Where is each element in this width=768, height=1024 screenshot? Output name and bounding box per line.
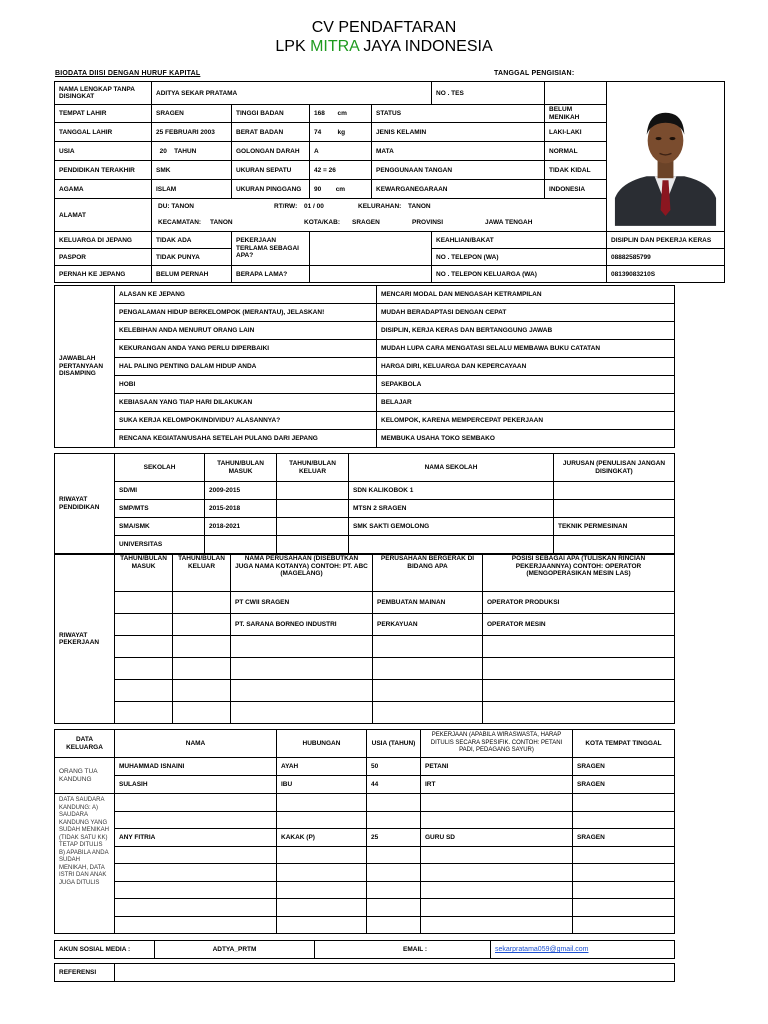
pekerjaan-row — [55, 658, 675, 680]
keluarga-saudara-row — [55, 811, 675, 829]
label-keluarga-jepang: KELUARGA DI JEPANG — [55, 232, 152, 249]
value-berapa-lama — [310, 266, 432, 283]
keluarga-header-cell: KOTA TEMPAT TINGGAL — [573, 730, 675, 758]
keluarga-saudara-cell — [277, 916, 367, 934]
pendidikan-cell: 2018-2021 — [205, 518, 277, 536]
qa-row — [55, 358, 675, 376]
pekerjaan-cell — [115, 702, 173, 724]
pendidikan-cell: 2009-2015 — [205, 482, 277, 500]
pekerjaan-cell — [231, 636, 373, 658]
keluarga-saudara-cell — [367, 811, 421, 829]
pekerjaan-cell — [173, 702, 231, 724]
value-berat: 74 kg — [310, 123, 372, 142]
pekerjaan-header-cell: TAHUN/BULAN MASUK — [115, 555, 173, 592]
keluarga-saudara-row — [55, 846, 675, 864]
qa-question: ALASAN KE JEPANG — [115, 286, 377, 304]
label-kewarganegaraan: KEWARGANEGARAAN — [372, 180, 545, 199]
qa-question: SUKA KERJA KELOMPOK/INDIVIDU? ALASANNYA? — [115, 412, 377, 430]
label-email: EMAIL : — [315, 941, 491, 959]
keluarga-saudara-cell — [277, 899, 367, 917]
qa-answer: DISIPLIN, KERJA KERAS DAN BERTANGGUNG JAWAB — [377, 322, 675, 340]
pendidikan-cell: SMA/SMK — [115, 518, 205, 536]
label-agama: AGAMA — [55, 180, 152, 199]
label-tinggi: TINGGI BADAN — [232, 105, 310, 123]
pendidikan-row — [55, 536, 675, 554]
biodata-table — [54, 81, 725, 283]
pendidikan-cell — [349, 536, 554, 554]
keluarga-saudara-cell — [277, 864, 367, 882]
pekerjaan-cell — [373, 702, 483, 724]
pekerjaan-cell — [231, 658, 373, 680]
keluarga-saudara-cell: GURU SD — [421, 829, 573, 847]
pekerjaan-row — [55, 680, 675, 702]
keluarga-saudara-cell — [115, 899, 277, 917]
keluarga-saudara-row — [55, 881, 675, 899]
keluarga-saudara-row — [55, 829, 675, 847]
keluarga-saudara-cell — [367, 899, 421, 917]
title-line-2: LPK MITRA JAYA INDONESIA — [275, 38, 493, 55]
keluarga-saudara-cell — [573, 916, 675, 934]
value-nama: ADITYA SEKAR PRATAMA — [152, 82, 432, 105]
keluarga-ortu-cell: SRAGEN — [573, 776, 675, 794]
label-akun-sosial-media: AKUN SOSIAL MEDIA : — [55, 941, 155, 959]
qa-answer: MUDAH LUPA CARA MENGATASI SELALU MEMBAWA BUKU CATATAN — [377, 340, 675, 358]
qa-row — [55, 322, 675, 340]
pekerjaan-cell: PT CWII SRAGEN — [231, 592, 373, 614]
pekerjaan-side-label: RIWAYAT PEKERJAAN — [55, 555, 115, 724]
pekerjaan-cell — [115, 592, 173, 614]
label-jenis-kelamin: JENIS KELAMIN — [372, 123, 545, 142]
label-alamat: ALAMAT — [55, 199, 152, 232]
keluarga-saudara-cell — [115, 846, 277, 864]
email-link[interactable]: sekarpratama059@gmail.com — [495, 946, 589, 953]
value-pernah-jepang: BELUM PERNAH — [152, 266, 232, 283]
pekerjaan-header-cell: NAMA PERUSAHAAN (DISEBUTKAN JUGA NAMA KOTANYA) CONTOH: PT. ABC (MAGELANG) — [231, 555, 373, 592]
pendidikan-cell — [554, 500, 675, 518]
keluarga-saudara-cell — [421, 794, 573, 812]
pekerjaan-cell: OPERATOR MESIN — [483, 614, 675, 636]
pekerjaan-cell — [231, 702, 373, 724]
value-keahlian: DISIPLIN DAN PEKERJA KERAS — [607, 232, 725, 249]
qa-row — [55, 376, 675, 394]
pekerjaan-cell — [173, 614, 231, 636]
label-berat: BERAT BADAN — [232, 123, 310, 142]
keluarga-saudara-cell — [277, 846, 367, 864]
value-tempat-lahir: SRAGEN — [152, 105, 232, 123]
qa-answer: SEPAKBOLA — [377, 376, 675, 394]
pendidikan-cell — [554, 482, 675, 500]
qa-question: KEBIASAAN YANG TIAP HARI DILAKUKAN — [115, 394, 377, 412]
pekerjaan-header-row — [55, 555, 675, 592]
qa-answer: HARGA DIRI, KELUARGA DAN KEPERCAYAAN — [377, 358, 675, 376]
keluarga-saudara-cell — [573, 846, 675, 864]
qa-answer: MUDAH BERADAPTASI DENGAN CEPAT — [377, 304, 675, 322]
value-kewarganegaraan: INDONESIA — [545, 180, 607, 199]
keluarga-ortu-label: ORANG TUA KANDUNG — [55, 758, 115, 794]
value-jenis-kelamin: LAKI-LAKI — [545, 123, 607, 142]
pendidikan-row — [55, 482, 675, 500]
pekerjaan-cell: PEMBUATAN MAINAN — [373, 592, 483, 614]
label-pekerjaan-terlama: PEKERJAAN TERLAMA SEBAGAI APA? — [232, 232, 310, 266]
value-akun-sosial-media: ADTYA_PRTM — [155, 941, 315, 959]
keluarga-saudara-cell: SRAGEN — [573, 829, 675, 847]
pekerjaan-cell — [483, 636, 675, 658]
keluarga-ortu-row — [55, 776, 675, 794]
pendidikan-cell — [554, 536, 675, 554]
pekerjaan-cell — [173, 636, 231, 658]
pekerjaan-header-cell: POSISI SEBAGAI APA (TULISKAN RINCIAN PEKERJAANNYA) CONTOH: OPERATOR (MENGOPERASIKAN MESIN LAS) — [483, 555, 675, 592]
qa-row — [55, 412, 675, 430]
value-usia: 20 TAHUN — [152, 142, 232, 161]
pendidikan-row — [55, 500, 675, 518]
pekerjaan-cell — [483, 680, 675, 702]
pendidikan-cell — [205, 536, 277, 554]
pendidikan-row — [55, 518, 675, 536]
pekerjaan-cell — [115, 680, 173, 702]
pendidikan-cell: 2015-2018 — [205, 500, 277, 518]
keluarga-saudara-cell — [277, 881, 367, 899]
pendidikan-header-cell: SEKOLAH — [115, 454, 205, 482]
keluarga-saudara-cell — [277, 794, 367, 812]
keluarga-saudara-cell — [421, 864, 573, 882]
keluarga-saudara-cell — [421, 899, 573, 917]
title-line-1: CV PENDAFTARAN — [311, 19, 457, 36]
label-paspor: PASPOR — [55, 249, 152, 266]
qa-question: PENGALAMAN HIDUP BERKELOMPOK (MERANTAU), JELASKAN! — [115, 304, 377, 322]
qa-question: KELEBIHAN ANDA MENURUT ORANG LAIN — [115, 322, 377, 340]
keluarga-header-row — [55, 730, 675, 758]
pekerjaan-header-cell: PERUSAHAAN BERGERAK DI BIDANG APA — [373, 555, 483, 592]
pendidikan-header-cell: TAHUN/BULAN MASUK — [205, 454, 277, 482]
profile-photo — [607, 87, 724, 226]
value-tanggal-lahir: 25 FEBRUARI 2003 — [152, 123, 232, 142]
pendidikan-table — [54, 453, 675, 554]
value-email[interactable] — [491, 941, 675, 959]
qa-question: HOBI — [115, 376, 377, 394]
keluarga-saudara-cell — [573, 794, 675, 812]
label-pendidikan: PENDIDIKAN TERAKHIR — [55, 161, 152, 180]
keluarga-saudara-cell — [573, 881, 675, 899]
pekerjaan-cell — [173, 680, 231, 702]
qa-row — [55, 286, 675, 304]
pendidikan-cell: SDN KALIKOBOK 1 — [349, 482, 554, 500]
value-telepon: 08882585799 — [607, 249, 725, 266]
value-status: BELUM MENIKAH — [545, 105, 607, 123]
keluarga-saudara-row — [55, 916, 675, 934]
keluarga-ortu-cell: PETANI — [421, 758, 573, 776]
pekerjaan-cell — [373, 636, 483, 658]
keluarga-saudara-label: DATA SAUDARA KANDUNG: A) SAUDARA KANDUNG YANG SUDAH MENIKAH (TIDAK SATU KK) TETAP DITULIS B) APABILA ANDA SUDAH MENIKAH, DATA ISTRI DAN ANAK JUGA DITULIS — [55, 794, 115, 934]
value-paspor: TIDAK PUNYA — [152, 249, 232, 266]
label-tangan: PENGGUNAAN TANGAN — [372, 161, 545, 180]
sosial-media-table — [54, 940, 675, 959]
pendidikan-cell: SMP/MTS — [115, 500, 205, 518]
keluarga-saudara-cell — [277, 811, 367, 829]
pekerjaan-cell — [373, 658, 483, 680]
pendidikan-header-row — [55, 454, 675, 482]
pendidikan-cell — [277, 482, 349, 500]
pekerjaan-row — [55, 614, 675, 636]
qa-answer: MEMBUKA USAHA TOKO SEMBAKO — [377, 430, 675, 448]
qa-question: KEKURANGAN ANDA YANG PERLU DIPERBAIKI — [115, 340, 377, 358]
value-alamat — [152, 199, 607, 232]
keluarga-header-cell: NAMA — [115, 730, 277, 758]
keluarga-ortu-cell: IBU — [277, 776, 367, 794]
keluarga-ortu-row — [55, 758, 675, 776]
title-brand-green: MITRA — [310, 38, 359, 55]
keluarga-saudara-cell: KAKAK (P) — [277, 829, 367, 847]
pekerjaan-cell — [115, 614, 173, 636]
pendidikan-side-label: RIWAYAT PENDIDIKAN — [55, 454, 115, 554]
pendidikan-cell — [277, 500, 349, 518]
keluarga-ortu-cell: IRT — [421, 776, 573, 794]
keluarga-saudara-cell — [115, 794, 277, 812]
pekerjaan-table — [54, 554, 675, 724]
label-pinggang: UKURAN PINGGANG — [232, 180, 310, 199]
alamat-line-1: DU: TANON RT/RW: 01 / 00 KELURAHAN: TANON — [158, 203, 431, 210]
pekerjaan-header-cell: TAHUN/BULAN KELUAR — [173, 555, 231, 592]
pekerjaan-cell — [173, 658, 231, 680]
keluarga-ortu-cell: 44 — [367, 776, 421, 794]
keluarga-saudara-row — [55, 899, 675, 917]
label-berapa-lama: BERAPA LAMA? — [232, 266, 310, 283]
value-mata: NORMAL — [545, 142, 607, 161]
qa-side-label: JAWABLAH PERTANYAAN DISAMPING — [55, 286, 115, 448]
keluarga-saudara-cell — [367, 794, 421, 812]
pekerjaan-cell: OPERATOR PRODUKSI — [483, 592, 675, 614]
keluarga-ortu-cell: AYAH — [277, 758, 367, 776]
keluarga-saudara-cell — [573, 811, 675, 829]
value-pendidikan: SMK — [152, 161, 232, 180]
keluarga-saudara-cell — [573, 899, 675, 917]
label-sepatu: UKURAN SEPATU — [232, 161, 310, 180]
keluarga-saudara-cell — [115, 811, 277, 829]
label-nama: NAMA LENGKAP TANPA DISINGKAT — [55, 82, 152, 105]
value-pekerjaan-terlama — [310, 232, 432, 266]
keluarga-ortu-cell: MUHAMMAD ISNAINI — [115, 758, 277, 776]
qa-row — [55, 394, 675, 412]
alamat-line-2: KECAMATAN: TANON KOTA/KAB: SRAGEN PROVINSI JAWA TENGAH — [158, 219, 533, 226]
value-telepon-keluarga: 08139083210S — [607, 266, 725, 283]
pekerjaan-cell — [115, 636, 173, 658]
pendidikan-cell: SMK SAKTI GEMOLONG — [349, 518, 554, 536]
label-pernah-jepang: PERNAH KE JEPANG — [55, 266, 152, 283]
keluarga-saudara-cell — [115, 881, 277, 899]
keluarga-saudara-cell — [573, 864, 675, 882]
keluarga-saudara-cell — [115, 864, 277, 882]
label-tempat-lahir: TEMPAT LAHIR — [55, 105, 152, 123]
value-agama: ISLAM — [152, 180, 232, 199]
pekerjaan-cell — [115, 658, 173, 680]
header-instruction: BIODATA DIISI DENGAN HURUF KAPITAL — [55, 70, 201, 77]
keluarga-ortu-cell: 50 — [367, 758, 421, 776]
value-referensi — [115, 964, 675, 982]
pekerjaan-cell — [231, 680, 373, 702]
keluarga-saudara-cell — [367, 846, 421, 864]
label-usia: USIA — [55, 142, 152, 161]
label-status: STATUS — [372, 105, 545, 123]
label-tanggal-lahir: TANGGAL LAHIR — [55, 123, 152, 142]
qa-answer: BELAJAR — [377, 394, 675, 412]
keluarga-ortu-cell: SULASIH — [115, 776, 277, 794]
value-keluarga-jepang: TIDAK ADA — [152, 232, 232, 249]
value-sepatu: 42 = 26 — [310, 161, 372, 180]
pendidikan-header-cell: JURUSAN (PENULISAN JANGAN DISINGKAT) — [554, 454, 675, 482]
keluarga-ortu-cell: SRAGEN — [573, 758, 675, 776]
value-pinggang: 90 cm — [310, 180, 372, 199]
label-mata: MATA — [372, 142, 545, 161]
qa-table — [54, 285, 675, 448]
pendidikan-cell — [277, 536, 349, 554]
pendidikan-header-cell: NAMA SEKOLAH — [349, 454, 554, 482]
keluarga-side-label: DATA KELUARGA — [55, 730, 115, 758]
pekerjaan-row — [55, 636, 675, 658]
keluarga-header-cell: HUBUNGAN — [277, 730, 367, 758]
label-no-tes: NO . TES — [432, 82, 545, 105]
label-referensi: REFERENSI — [55, 964, 115, 982]
keluarga-saudara-cell: 25 — [367, 829, 421, 847]
label-keahlian: KEAHLIAN/BAKAT — [432, 232, 607, 249]
keluarga-saudara-cell — [367, 864, 421, 882]
keluarga-saudara-row — [55, 864, 675, 882]
pendidikan-cell: SD/MI — [115, 482, 205, 500]
value-tangan: TIDAK KIDAL — [545, 161, 607, 180]
pendidikan-header-cell: TAHUN/BULAN KELUAR — [277, 454, 349, 482]
qa-row — [55, 340, 675, 358]
pekerjaan-row — [55, 702, 675, 724]
keluarga-saudara-cell — [115, 916, 277, 934]
pekerjaan-cell: PERKAYUAN — [373, 614, 483, 636]
qa-question: HAL PALING PENTING DALAM HIDUP ANDA — [115, 358, 377, 376]
pekerjaan-cell — [373, 680, 483, 702]
pendidikan-cell: MTSN 2 SRAGEN — [349, 500, 554, 518]
pekerjaan-row — [55, 592, 675, 614]
pekerjaan-cell — [173, 592, 231, 614]
value-golongan-darah: A — [310, 142, 372, 161]
keluarga-saudara-cell — [421, 916, 573, 934]
keluarga-saudara-cell — [421, 811, 573, 829]
value-no-tes — [545, 82, 607, 105]
keluarga-saudara-cell — [367, 881, 421, 899]
keluarga-table — [54, 729, 675, 934]
qa-answer: KELOMPOK, KARENA MEMPERCEPAT PEKERJAAN — [377, 412, 675, 430]
label-telepon: NO . TELEPON (WA) — [432, 249, 607, 266]
pekerjaan-cell: PT. SARANA BORNEO INDUSTRI — [231, 614, 373, 636]
label-golongan-darah: GOLONGAN DARAH — [232, 142, 310, 161]
pendidikan-cell — [277, 518, 349, 536]
qa-row — [55, 430, 675, 448]
keluarga-saudara-cell — [367, 916, 421, 934]
keluarga-header-cell: PEKERJAAN (APABILA WIRASWASTA, HARAP DITULIS SECARA SPESIFIK. CONTOH: PETANI PADI, PEDAGANG SAYUR) — [421, 730, 573, 758]
keluarga-saudara-row — [55, 794, 675, 812]
keluarga-saudara-cell: ANY FITRIA — [115, 829, 277, 847]
label-telepon-keluarga: NO . TELEPON KELUARGA (WA) — [432, 266, 607, 283]
pekerjaan-cell — [483, 658, 675, 680]
photo-cell — [607, 82, 725, 232]
keluarga-saudara-cell — [421, 881, 573, 899]
keluarga-header-cell: USIA (TAHUN) — [367, 730, 421, 758]
qa-question: RENCANA KEGIATAN/USAHA SETELAH PULANG DARI JEPANG — [115, 430, 377, 448]
qa-answer: MENCARI MODAL DAN MENGASAH KETRAMPILAN — [377, 286, 675, 304]
pendidikan-cell: UNIVERSITAS — [115, 536, 205, 554]
keluarga-saudara-cell — [421, 846, 573, 864]
pekerjaan-cell — [483, 702, 675, 724]
value-tinggi: 168 cm — [310, 105, 372, 123]
qa-row — [55, 304, 675, 322]
referensi-table — [54, 963, 675, 982]
pendidikan-cell: TEKNIK PERMESINAN — [554, 518, 675, 536]
header-fill-date: TANGGAL PENGISIAN: — [494, 70, 575, 77]
